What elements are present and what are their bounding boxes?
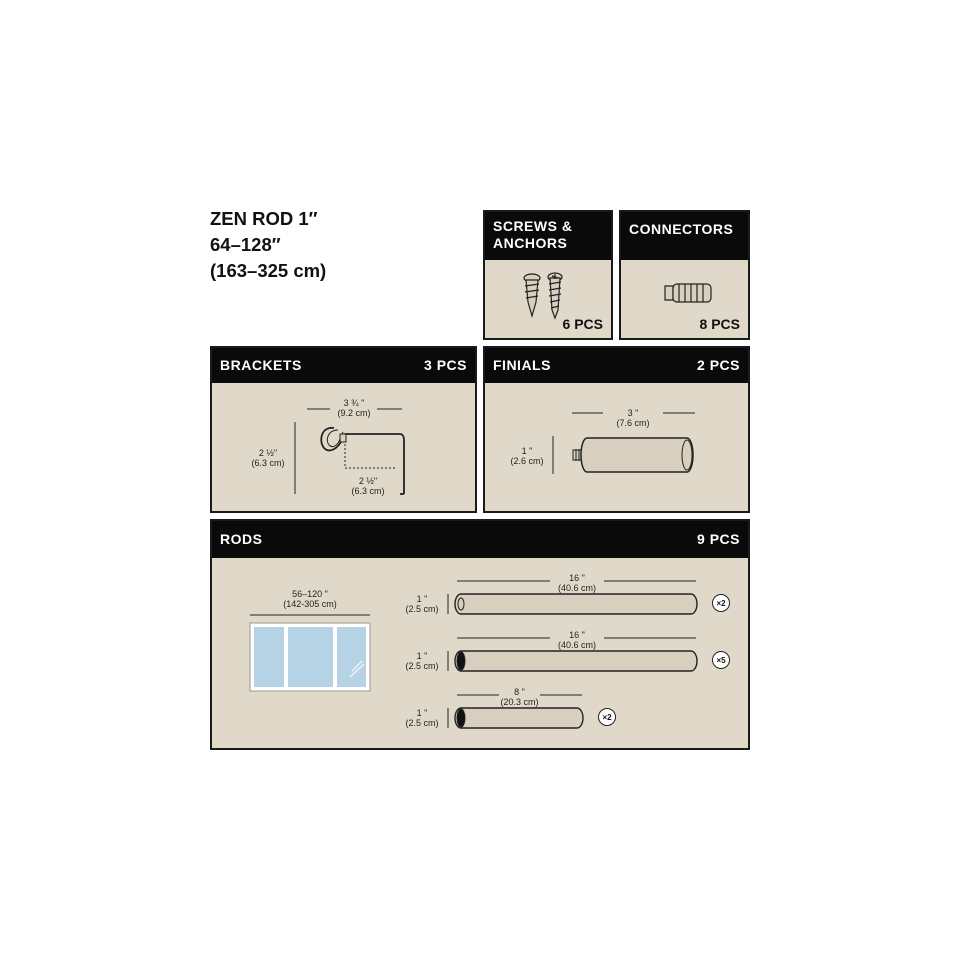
screws-label-line1: SCREWS &	[493, 218, 573, 234]
rod-2-length-dim: 16 " (40.6 cm)	[557, 630, 596, 650]
finials-count: 2 PCS	[697, 357, 740, 373]
rod-1-length-dim: 16 " (40.6 cm)	[557, 573, 596, 593]
product-name: ZEN ROD 1″	[210, 208, 318, 229]
finial-diameter-dim: 1 " (2.6 cm)	[510, 446, 544, 466]
finial-length-dim: 3 " (7.6 cm)	[616, 408, 650, 428]
rod-3-length-dim: 8 " (20.3 cm)	[500, 687, 539, 707]
rods-label: RODS	[220, 531, 263, 547]
product-length-in: 64–128″	[210, 234, 281, 255]
brackets-label: BRACKETS	[220, 357, 302, 373]
brackets-panel	[210, 346, 477, 513]
bracket-width-dim: 3 ¾ " (9.2 cm)	[337, 398, 371, 418]
rod-2-quantity-badge: ×5	[712, 651, 730, 669]
connectors-label: CONNECTORS	[629, 221, 734, 237]
window-illustration	[250, 615, 370, 691]
finials-label: FINIALS	[493, 357, 551, 373]
bracket-depth-dim: 2 ½" (6.3 cm)	[351, 476, 385, 496]
rods-count: 9 PCS	[697, 531, 740, 547]
connectors-count: 8 PCS	[699, 316, 740, 332]
rods-drawing	[212, 521, 752, 752]
product-length-cm: (163–325 cm)	[210, 260, 327, 281]
product-title	[210, 206, 326, 284]
screws-count: 6 PCS	[562, 316, 603, 332]
rod-1-quantity-badge: ×2	[712, 594, 730, 612]
brackets-count: 3 PCS	[424, 357, 467, 373]
rod-3-quantity-badge: ×2	[598, 708, 616, 726]
connectors-panel	[619, 210, 750, 340]
rod-2-diameter-dim: 1 " (2.5 cm)	[405, 651, 439, 671]
rods-panel	[210, 519, 750, 750]
rod-1-diameter-dim: 1 " (2.5 cm)	[405, 594, 439, 614]
bracket-height-dim: 2 ½" (6.3 cm)	[251, 448, 285, 468]
finials-panel	[483, 346, 750, 513]
finial-drawing	[485, 348, 752, 515]
screws-label-line2: ANCHORS	[493, 235, 568, 251]
window-width-dim: 56–120 " (142-305 cm)	[283, 589, 337, 609]
rod-3-diameter-dim: 1 " (2.5 cm)	[405, 708, 439, 728]
screws-panel	[483, 210, 613, 340]
